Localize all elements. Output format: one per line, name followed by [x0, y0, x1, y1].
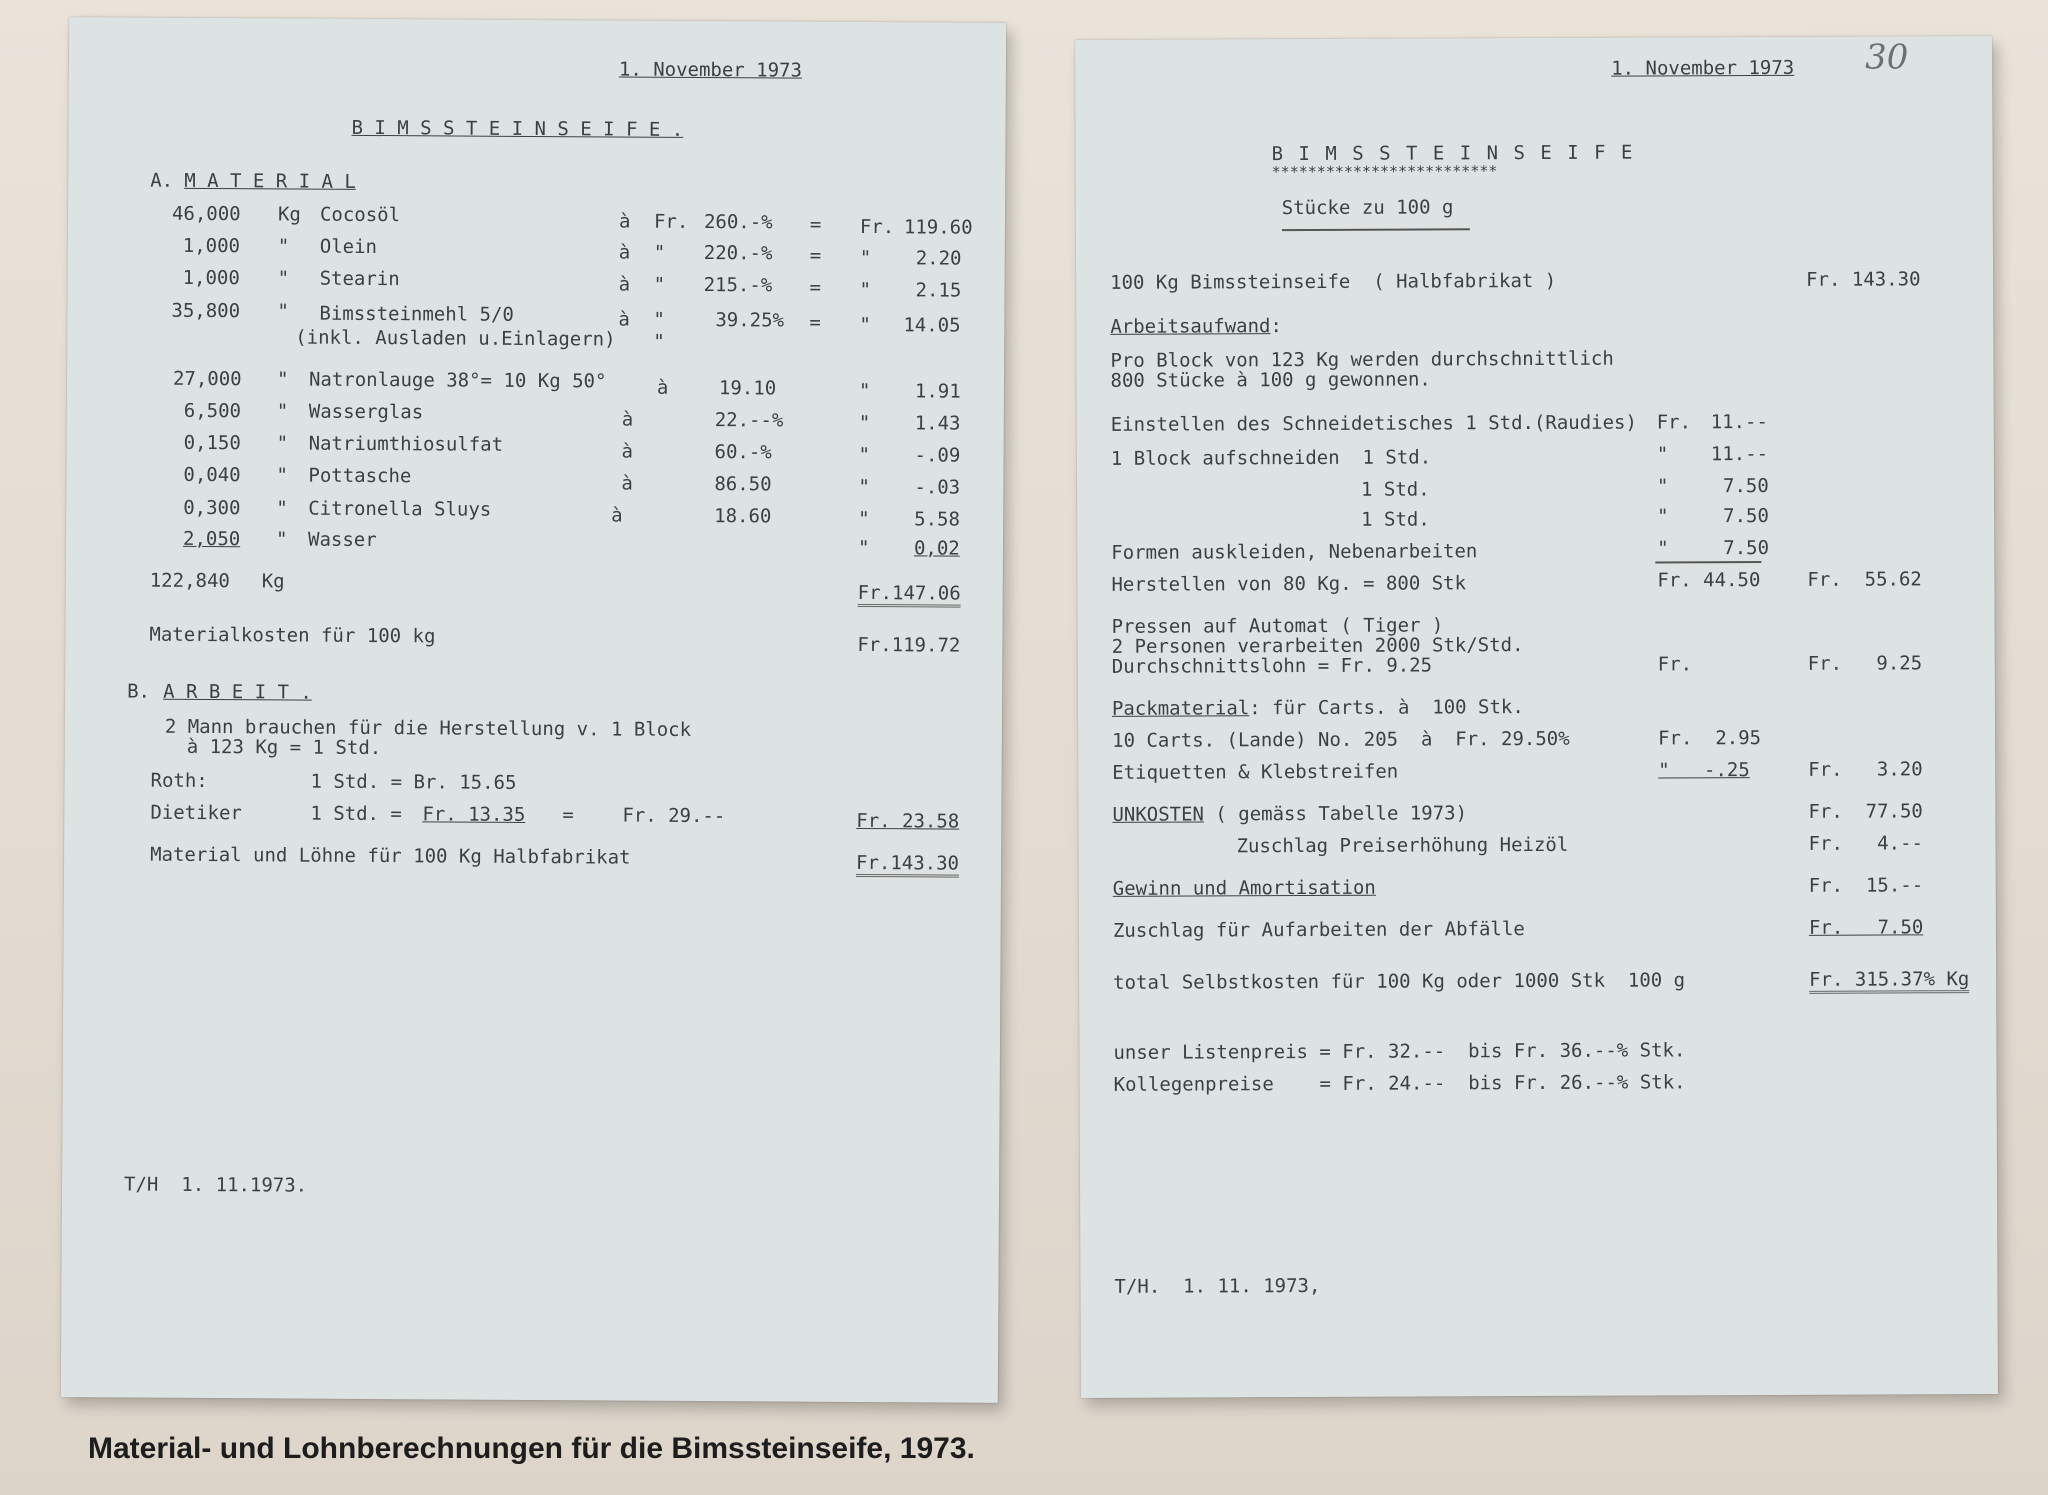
etiquetten-label: Etiquetten & Klebstreifen — [1112, 760, 1399, 784]
material-qty: 0,040 — [183, 463, 241, 487]
labour-row-currency: " — [1657, 537, 1669, 560]
halbfabrikat-label: 100 Kg Bimssteinseife ( Halbfabrikat ) — [1110, 269, 1557, 294]
material-amount: 2.20 — [915, 247, 962, 270]
arbeitsaufwand-colon: : — [1270, 315, 1282, 338]
abfaelle-amount: Fr. 7.50 — [1808, 916, 1924, 939]
total-qty: 122,840 — [149, 569, 230, 593]
material-amount: 0,02 — [913, 537, 960, 560]
material-qty: 35,800 — [171, 299, 241, 323]
material-price: 18.60 — [714, 505, 772, 528]
material-at: à — [621, 408, 634, 431]
material-price: 39.25% — [715, 309, 785, 332]
packmaterial-label: Packmaterial — [1111, 697, 1250, 720]
labour-row-currency: " — [1656, 475, 1669, 498]
material-fr: " — [653, 273, 666, 296]
half-total-label: Material und Löhne für 100 Kg Halbfabrikat — [150, 843, 631, 869]
material-at: à — [611, 504, 623, 527]
material-price: 260.-% — [703, 211, 773, 234]
material-fr: " — [653, 308, 665, 331]
material-amount: -.09 — [914, 444, 961, 467]
bims-note: (inkl. Ausladen u.Einlagern) — [295, 326, 616, 351]
material-name: Olein — [319, 235, 378, 259]
material-curr: " — [859, 278, 872, 302]
material-unit: " — [276, 400, 289, 423]
left-footer: T/H 1. 11.1973. — [124, 1173, 308, 1197]
material-curr: " — [859, 246, 872, 270]
material-name: Wasserglas — [308, 400, 424, 424]
material-qty: 0,300 — [183, 496, 241, 520]
labour-row-label: 1 Std. — [1360, 478, 1430, 501]
material-at: à — [618, 308, 630, 331]
gewinn-label: Gewinn und Amortisation — [1112, 876, 1376, 900]
labour-row-value: 11.-- — [1710, 442, 1769, 466]
abfaelle-label: Zuschlag für Aufarbeiten der Abfälle — [1112, 918, 1525, 942]
material-at: à — [618, 210, 631, 233]
right-subtitle: Stücke zu 100 g — [1281, 196, 1454, 220]
material-price: 19.10 — [718, 377, 777, 400]
arbeit-line-2: à 123 Kg = 1 Std. — [186, 735, 382, 760]
material-name: Stearin — [319, 267, 400, 291]
material-name: Natriumthiosulfat — [308, 432, 504, 456]
material-calculation-sheet — [61, 17, 1006, 1403]
material-unit: " — [276, 432, 289, 455]
labour-row-currency: Fr. — [1656, 411, 1692, 434]
material-curr: " — [858, 443, 871, 467]
material-curr: " — [859, 313, 871, 337]
dietiker-eq: = — [562, 804, 574, 827]
selbstkosten-label: total Selbstkosten für 100 Kg oder 1000 Stk 100 g — [1113, 969, 1686, 994]
material-amount: -.03 — [914, 476, 961, 499]
right-date: 1. November 1973 — [1611, 56, 1795, 80]
material-at: à — [618, 241, 631, 264]
dietiker-name: Dietiker — [150, 801, 242, 825]
material-price: 60.-% — [714, 441, 772, 464]
title-stars: ************************* — [1271, 162, 1498, 182]
left-title: B I M S S T E I N S E I F E . — [351, 116, 684, 141]
material-fr: " — [653, 241, 666, 264]
labour-row-value: 7.50 — [1722, 474, 1769, 498]
arbeitsaufwand-heading — [1110, 315, 1282, 338]
block-line-2: 800 Stücke à 100 g gewonnen. — [1110, 368, 1431, 392]
material-eq: = — [809, 276, 822, 299]
material-amount: 1.91 — [914, 380, 961, 403]
right-footer: T/H. 1. 11. 1973, — [1114, 1274, 1321, 1298]
right-title: B I M S S T E I N S E I F E — [1271, 141, 1635, 166]
material-at: à — [656, 376, 669, 399]
pressen-line-3: Durchschnittslohn = Fr. 9.25 — [1111, 654, 1433, 678]
material-amount: 14.05 — [903, 314, 961, 337]
cartons-value: Fr. 2.95 — [1658, 727, 1762, 750]
material-unit: " — [276, 497, 288, 520]
total-unit: Kg — [261, 570, 285, 593]
material-unit: Kg — [277, 203, 301, 226]
material-curr: Fr. — [859, 215, 895, 239]
material-amount: 2.15 — [915, 279, 962, 302]
matkost-label: Materialkosten für 100 kg — [149, 623, 436, 648]
dietiker-calc: Fr. 13.35 — [422, 803, 526, 826]
packmaterial-heading — [1112, 696, 1524, 720]
material-name: Bimssteinmehl 5/0 — [319, 302, 514, 326]
material-at: à — [618, 273, 631, 296]
etiquetten-value: " -.25 — [1658, 759, 1750, 782]
material-unit: " — [276, 464, 288, 487]
unkosten-rest: ( gemäss Tabelle 1973) — [1203, 802, 1468, 826]
total-amount: Fr.147.06 — [858, 582, 961, 608]
roth-calc: 1 Std. = Br. 15.65 — [310, 770, 517, 794]
subtitle-rule — [1282, 228, 1470, 231]
cartons-label: 10 Carts. (Lande) No. 205 à Fr. 29.50% — [1112, 727, 1570, 752]
material-curr: " — [858, 411, 871, 435]
material-unit: " — [277, 235, 290, 258]
material-name: Natronlauge 38°= 10 Kg 50° — [308, 368, 607, 393]
left-date: 1. November 1973 — [618, 58, 803, 82]
packmaterial-amount: Fr. 3.20 — [1808, 758, 1923, 781]
listenpreis-line: unser Listenpreis = Fr. 32.-- bis Fr. 36.--% Stk. — [1113, 1039, 1686, 1064]
labour-row-label: Formen auskleiden, Nebenarbeiten — [1111, 540, 1478, 564]
labour-row-currency: " — [1656, 443, 1669, 466]
material-unit: " — [276, 368, 289, 391]
heizoel-amount: Fr. 4.-- — [1808, 832, 1923, 855]
material-fr: Fr. — [653, 210, 689, 233]
material-qty: 27,000 — [172, 367, 242, 391]
pressen-line-2: 2 Personen verarbeiten 2000 Stk/Std. — [1111, 634, 1524, 658]
dietiker-sum: Fr. 29.-- — [622, 804, 726, 828]
section-b-prefix: B. — [127, 680, 151, 703]
material-qty: 2,050 — [182, 527, 241, 551]
pressen-currency: Fr. — [1657, 653, 1693, 676]
material-curr: " — [858, 507, 870, 531]
unkosten-amount: Fr. 77.50 — [1808, 800, 1923, 823]
material-unit: " — [277, 267, 290, 290]
material-qty: 1,000 — [182, 234, 241, 258]
material-price: 220.-% — [703, 242, 773, 265]
material-unit: " — [275, 528, 288, 551]
exhibit-caption: Material- und Lohnberechnungen für die Bimssteinseife, 1973. — [88, 1432, 975, 1465]
labour-row-label: 1 Std. — [1361, 508, 1430, 531]
pressen-amount: Fr. 9.25 — [1807, 652, 1923, 675]
labour-row-value: 11.-- — [1710, 410, 1768, 434]
labour-subtotal-rule — [1655, 561, 1761, 563]
material-eq: = — [809, 311, 821, 334]
material-qty: 6,500 — [183, 399, 242, 423]
material-qty: 0,150 — [183, 431, 241, 455]
material-eq: = — [809, 244, 822, 267]
section-a-heading: M A T E R I A L — [184, 169, 356, 193]
arbeit-line-1: 2 Mann brauchen für die Herstellung v. 1 Block — [164, 715, 692, 741]
material-at: à — [621, 472, 633, 495]
material-eq: = — [809, 213, 822, 236]
packmaterial-rest: : für Carts. à 100 Stk. — [1249, 696, 1524, 720]
kollegenpreise-line: Kollegenpreise = Fr. 24.-- bis Fr. 26.--% Stk. — [1113, 1071, 1686, 1096]
labour-row-label: 1 Block aufschneiden 1 Std. — [1110, 446, 1432, 470]
herstellen-amount: Fr. 55.62 — [1807, 568, 1922, 591]
material-price: 86.50 — [714, 473, 772, 496]
material-amount: 1.43 — [914, 412, 961, 435]
material-unit: " — [277, 300, 289, 323]
pressen-line-1: Pressen auf Automat ( Tiger ) — [1111, 614, 1444, 638]
material-at: à — [621, 440, 634, 463]
page-number-handwritten: 30 — [1865, 37, 1909, 78]
material-amount: 5.58 — [914, 508, 961, 531]
matkost-amount: Fr.119.72 — [857, 633, 961, 657]
labour-row-value: 7.50 — [1723, 536, 1770, 560]
material-name: Cocosöl — [319, 203, 401, 227]
material-price: 22.--% — [714, 409, 784, 432]
material-curr: " — [858, 379, 871, 403]
bims-note-mark: " — [653, 330, 665, 353]
half-total-amount: Fr.143.30 — [856, 852, 959, 878]
unkosten-label: UNKOSTEN — [1112, 803, 1204, 826]
roth-name: Roth: — [150, 769, 208, 793]
material-name: Wasser — [307, 528, 377, 552]
material-amount: 119.60 — [903, 216, 973, 239]
material-curr: " — [858, 475, 870, 499]
gewinn-amount: Fr. 15.-- — [1808, 874, 1924, 897]
halbfabrikat-amount: Fr. 143.30 — [1806, 268, 1921, 291]
material-price: 215.-% — [703, 274, 773, 297]
herstellen-subtotal: Fr. 44.50 — [1657, 569, 1761, 592]
labour-row-value: 7.50 — [1723, 504, 1769, 528]
material-qty: 1,000 — [182, 266, 240, 290]
labour-row-currency: " — [1657, 505, 1669, 528]
selbstkosten-amount: Fr. 315.37% Kg — [1809, 968, 1969, 994]
dietiker-amount: Fr. 23.58 — [856, 809, 960, 833]
dietiker-pre: 1 Std. = — [310, 802, 414, 826]
material-name: Pottasche — [308, 464, 412, 488]
unkosten-heading — [1112, 802, 1467, 826]
herstellen-label: Herstellen von 80 Kg. = 800 Stk — [1111, 572, 1467, 596]
material-curr: " — [857, 536, 870, 560]
section-a-prefix: A. — [150, 169, 174, 192]
material-qty: 46,000 — [171, 202, 241, 226]
block-line-1: Pro Block von 123 Kg werden durchschnittlich — [1110, 347, 1614, 372]
section-b-heading: A R B E I T . — [163, 680, 312, 704]
labour-row-label: Einstellen des Schneidetisches 1 Std.(Raudies) — [1110, 411, 1637, 436]
arbeitsaufwand-label: Arbeitsaufwand — [1110, 315, 1271, 338]
pieces-calculation-sheet — [1075, 36, 1998, 1398]
heizoel-label: Zuschlag Preiserhöhung Heizöl — [1236, 833, 1569, 858]
material-name: Citronella Sluys — [308, 497, 492, 521]
